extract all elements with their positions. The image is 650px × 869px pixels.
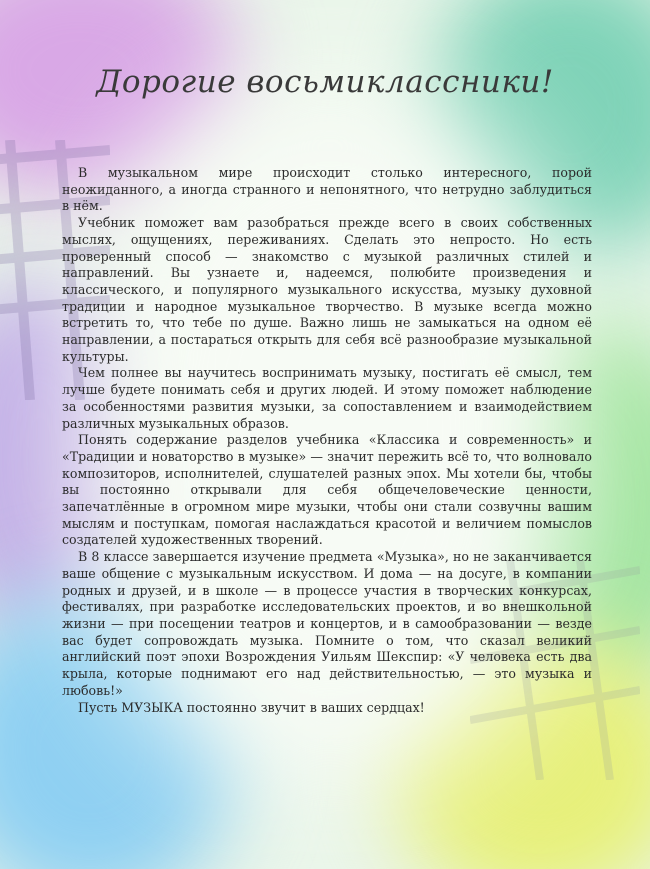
paragraph: В музыкальном мире происходит столько интересного, порой неожиданного, а иногда странного и непонятного, что нетрудно заблудиться в нём. — [62, 165, 592, 214]
body-text — [62, 165, 592, 716]
paragraph: В 8 классе завершается изучение предмета «Музыка», но не заканчивается ваше общение с музыкальным искусством. И дома — на досуге, в компании родных и друзей, и в школе — в процессе участия в творческих конкурсах, фестивалях, при разработке исследовательских проектов, и во внешкольной жизни — при посещении театров и концертов, и в самообразовании — везде вас будет сопровождать музыка. Помните о том, что сказал великий английский поэт эпохи Возрождения Уильям Шекспир: «У человека есть два крыла, которые поднимают его над действительностью, — это музыка и любовь!» — [62, 549, 592, 698]
paragraph: Чем полнее вы научитесь воспринимать музыку, постигать её смысл, тем лучше будете понимать себя и других людей. И этому поможет наблюдение за особенностями развития музыки, за сопоставлением и взаимодействием различных музыкальных образов. — [62, 365, 592, 431]
paragraph: Понять содержание разделов учебника «Классика и современность» и «Традиции и новаторство в музыке» — значит пережить всё то, что волновало композиторов, исполнителей, слушателей разных эпох. Мы хотели бы, чтобы вы постоянно открывали для себя общечеловеческие ценности, запечатлённые в огромном мире музыки, чтобы они стали созвучны вашим мыслям и поступкам, помогая наслаждаться красотой и величием помыслов создателей художественных творений. — [62, 432, 592, 548]
paragraph: Учебник поможет вам разобраться прежде всего в своих собственных мыслях, ощущениях, переживаниях. Сделать это непросто. Но есть проверенный способ — знакомство с музыкой различных стилей и направлений. Вы узнаете и, надеемся, полюбите произведения и классического, и популярного музыкального искусства, музыку духовной традиции и народное музыкальное творчество. В музыке всегда можно встретить то, что тебе по душе. Важно лишь не замыкаться на одном её направлении, а постараться открыть для себя всё разнообразие музыкальной культуры. — [62, 215, 592, 364]
paragraph: Пусть МУЗЫКА постоянно звучит в ваших сердцах! — [78, 699, 425, 715]
page-title: Дорогие восьмиклассники! — [96, 64, 554, 100]
